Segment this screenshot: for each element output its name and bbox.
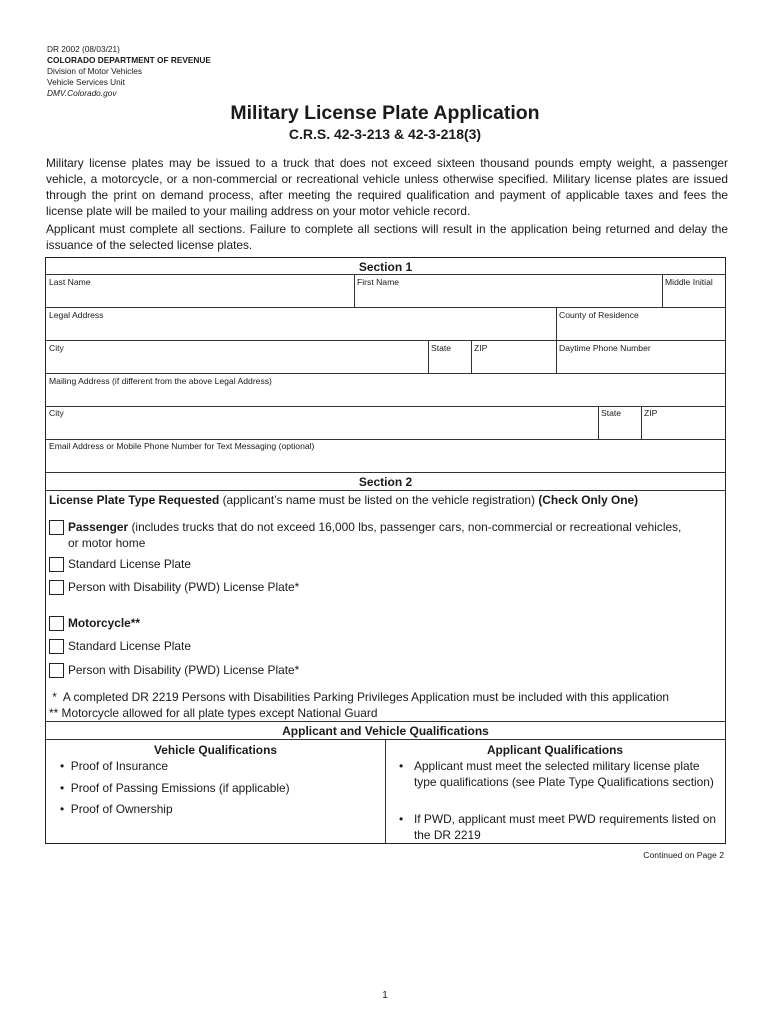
mailing-address-field[interactable]: Mailing Address (if different from the above Legal Address) xyxy=(49,376,272,386)
vehicle-qualification-text: Proof of Ownership xyxy=(70,802,173,816)
divider xyxy=(556,307,557,340)
divider xyxy=(641,406,642,439)
form-number: DR 2002 (08/03/21) xyxy=(47,44,120,54)
motorcycle-checkbox[interactable] xyxy=(49,616,64,631)
passenger-checkbox[interactable] xyxy=(49,520,64,535)
form-header xyxy=(47,44,211,99)
motorcycle-standard-label: Standard License Plate xyxy=(68,639,191,653)
daytime-phone-field[interactable]: Daytime Phone Number xyxy=(559,343,651,353)
divider xyxy=(598,406,599,439)
footnote-pwd: * A completed DR 2219 Persons with Disabilities Parking Privileges Application must be included with this application xyxy=(49,690,669,704)
applicant-qualifications-heading: Applicant Qualifications xyxy=(486,743,624,757)
vehicle-qualification-item: • Proof of Insurance xyxy=(60,759,168,773)
divider xyxy=(354,274,355,307)
page-subtitle: C.R.S. 42-3-213 & 42-3-218(3) xyxy=(288,126,482,142)
division-name: Division of Motor Vehicles xyxy=(47,66,142,76)
motorcycle-standard-checkbox[interactable] xyxy=(49,639,64,654)
divider xyxy=(428,340,429,373)
divider xyxy=(46,406,725,407)
plate-type-heading xyxy=(49,493,638,507)
passenger-description: (includes trucks that do not exceed 16,000 lbs, passenger cars, non-commercial or recreational vehicles, xyxy=(131,520,682,534)
divider xyxy=(46,439,725,440)
section-1-heading: Section 1 xyxy=(358,260,413,274)
divider xyxy=(46,340,725,341)
intro-paragraph-2: Applicant must complete all sections. Failure to complete all sections will result in the application being returned and delay the issuance of the selected license plates. xyxy=(46,222,728,252)
divider xyxy=(46,472,725,473)
city-field[interactable]: City xyxy=(49,343,64,353)
mailing-zip-field[interactable]: ZIP xyxy=(644,408,658,418)
last-name-field[interactable]: Last Name xyxy=(49,277,91,287)
plate-type-label: License Plate Type Requested xyxy=(49,493,220,507)
page-number: 1 xyxy=(382,990,388,1001)
email-field[interactable]: Email Address or Mobile Phone Number for Text Messaging (optional) xyxy=(49,441,315,451)
motorcycle-pwd-checkbox[interactable] xyxy=(49,663,64,678)
divider xyxy=(46,307,725,308)
motorcycle-label: Motorcycle** xyxy=(68,616,141,630)
intro-paragraph-1: Military license plates may be issued to a truck that does not exceed sixteen thousand pounds empty weight, a passenger vehicle, a motorcycle, or a non-commercial or recreational vehicle unless otherwise specified. Military license plates are issued through the print on demand process, after meeting the required qualification and payment of applicable taxes and fees the license plate will be mailed to your mailing address on your motor vehicle record. xyxy=(46,156,728,218)
state-field[interactable]: State xyxy=(431,343,452,353)
vehicle-qualifications-heading: Vehicle Qualifications xyxy=(154,743,277,757)
legal-address-field[interactable]: Legal Address xyxy=(49,310,104,320)
divider xyxy=(556,340,557,373)
plate-type-note: (applicant’s name must be listed on the vehicle registration) xyxy=(222,493,535,507)
county-field[interactable]: County of Residence xyxy=(559,310,639,320)
passenger-pwd-checkbox[interactable] xyxy=(49,580,64,595)
passenger-option xyxy=(68,520,681,534)
divider xyxy=(46,373,725,374)
vehicle-qualification-item: • Proof of Passing Emissions (if applicable) xyxy=(60,781,290,795)
footnote-motorcycle: ** Motorcycle allowed for all plate types except National Guard xyxy=(49,706,378,720)
applicant-qualification-item: If PWD, applicant must meet PWD requirements listed on the DR 2219 xyxy=(414,812,716,842)
divider xyxy=(662,274,663,307)
continued-note: Continued on Page 2 xyxy=(643,850,724,860)
vehicle-qualification-text: Proof of Insurance xyxy=(70,759,168,773)
divider xyxy=(46,490,725,491)
section-2-heading: Section 2 xyxy=(358,475,413,489)
divider xyxy=(46,721,725,722)
first-name-field[interactable]: First Name xyxy=(357,277,400,287)
applicant-qualification-bullet: • xyxy=(399,812,404,826)
vehicle-qualification-item: • Proof of Ownership xyxy=(60,802,173,816)
middle-initial-field[interactable]: Middle Initial xyxy=(665,277,713,287)
passenger-label: Passenger xyxy=(68,520,129,534)
divider xyxy=(471,340,472,373)
passenger-standard-checkbox[interactable] xyxy=(49,557,64,572)
divider xyxy=(46,274,725,275)
application-form xyxy=(45,257,726,844)
plate-type-check: (Check Only One) xyxy=(538,493,639,507)
vehicle-qualification-text: Proof of Passing Emissions (if applicable) xyxy=(70,781,290,795)
applicant-qualification-bullet: • xyxy=(399,759,404,773)
motorcycle-pwd-label: Person with Disability (PWD) License Plate* xyxy=(68,663,300,677)
mailing-city-field[interactable]: City xyxy=(49,408,64,418)
applicant-qualification-item: Applicant must meet the selected military license plate type qualifications (see Plate Type Qualifications section) xyxy=(414,759,714,789)
passenger-pwd-label: Person with Disability (PWD) License Plate* xyxy=(68,580,300,594)
passenger-standard-label: Standard License Plate xyxy=(68,557,191,571)
mailing-state-field[interactable]: State xyxy=(601,408,622,418)
page-title: Military License Plate Application xyxy=(230,102,540,124)
qualifications-heading: Applicant and Vehicle Qualifications xyxy=(282,724,489,738)
unit-name: Vehicle Services Unit xyxy=(47,77,125,87)
zip-field[interactable]: ZIP xyxy=(474,343,488,353)
website: DMV.Colorado.gov xyxy=(47,88,117,98)
passenger-description-cont: or motor home xyxy=(68,536,146,550)
department-name: COLORADO DEPARTMENT OF REVENUE xyxy=(47,55,211,65)
